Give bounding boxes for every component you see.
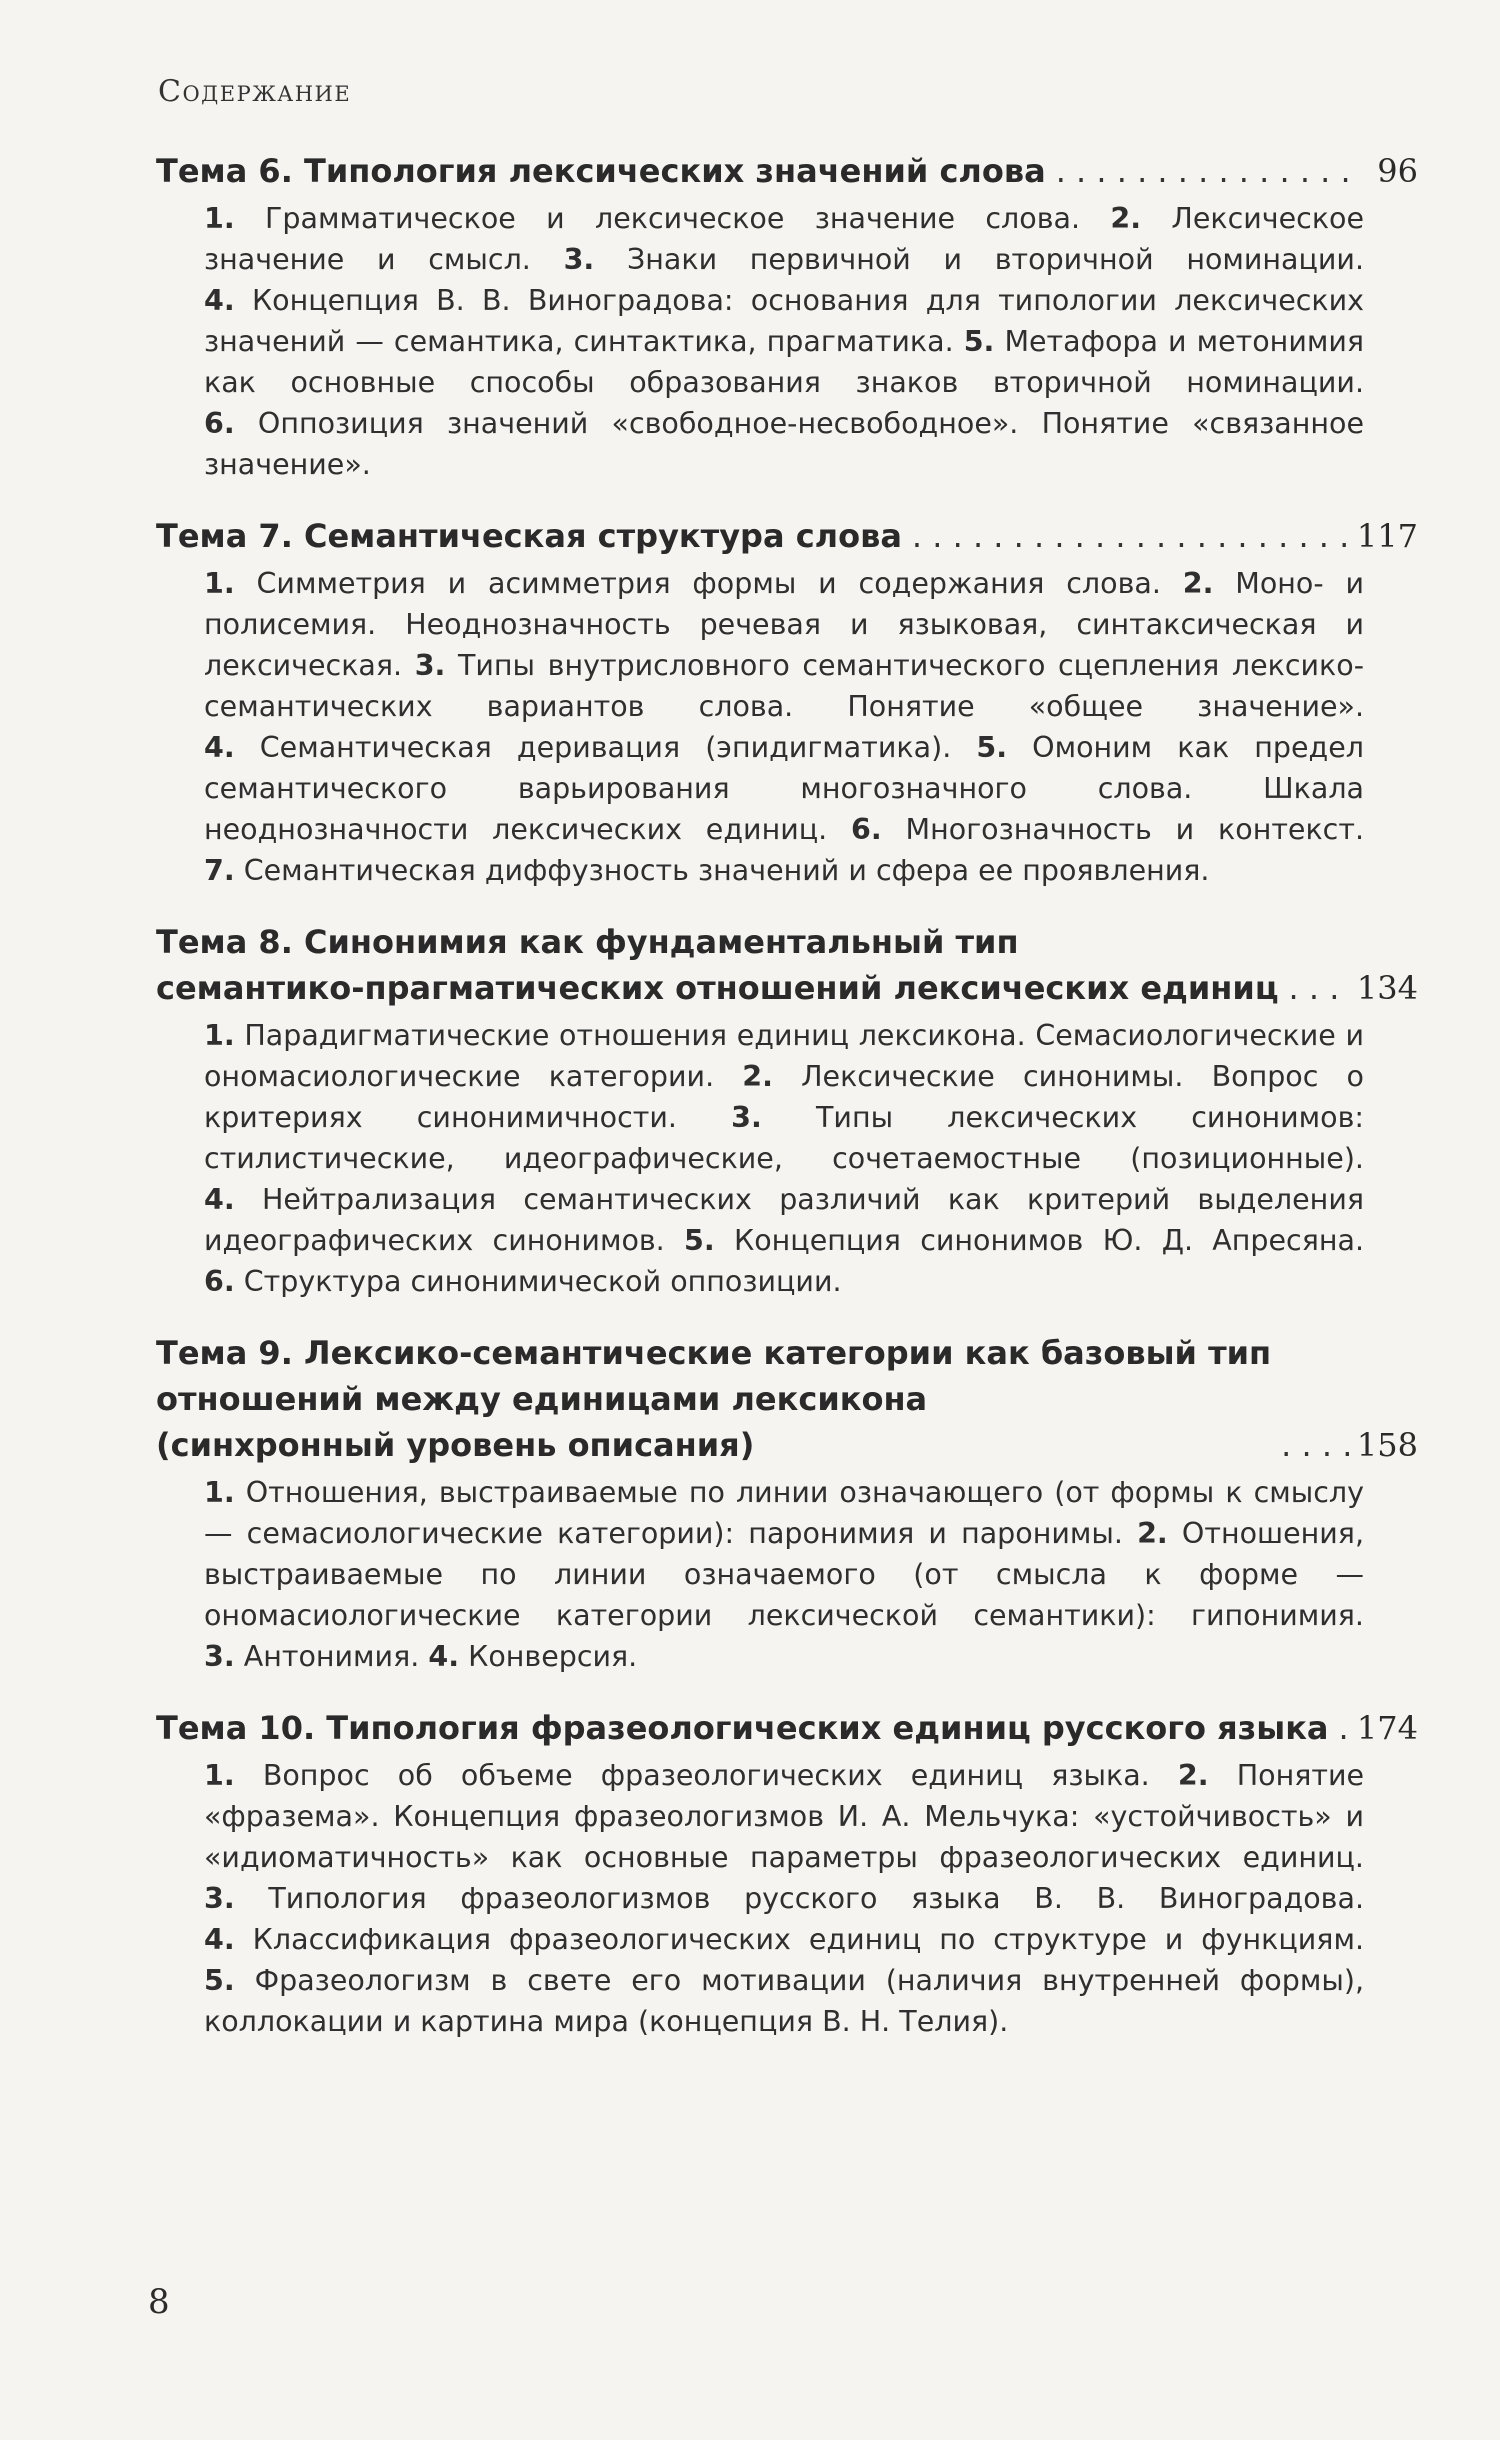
item-text: Грамматическое и лексическое значение слова.	[265, 202, 1081, 235]
entry-item	[204, 1265, 842, 1298]
entry-item	[204, 202, 1080, 235]
item-text: Отношения, выстраиваемые по линии означающего (от формы к смыслу — семасиологические категории): паронимия и паронимы.	[204, 1476, 1365, 1550]
dot-leader	[1339, 1705, 1351, 1751]
entry-description	[204, 1755, 1364, 2042]
item-text: Структура синонимической оппозиции.	[243, 1265, 842, 1298]
toc-entry-topic-9	[156, 1330, 1418, 1677]
item-text: Вопрос об объеме фразеологических единиц языка.	[262, 1759, 1150, 1792]
entry-title: Тема 9. Лексико-семантические категории как базовый тип отношений между единицами лексикона (синхронный уровень описания)	[156, 1334, 1272, 1464]
item-text: Типы внутрисловного семантического сцепления лексико-семантических вариантов слова. Понятие «общее значение».	[204, 649, 1364, 723]
item-text: Отношения, выстраиваемые по линии означаемого (от смысла к форме — ономасиологические категории лексической семантики): гипонимия.	[204, 1517, 1364, 1632]
item-number: 3.	[204, 1640, 235, 1673]
entry-title: Тема 7. Семантическая структура слова	[156, 517, 902, 555]
item-text: Семантическая диффузность значений и сфера ее проявления.	[243, 854, 1210, 887]
toc-entry-topic-10	[156, 1705, 1418, 2042]
item-text: Классификация фразеологических единиц по структуре и функциям.	[252, 1923, 1364, 1956]
toc-entry-topic-8	[156, 919, 1418, 1302]
item-text: Моно- и полисемия. Неоднозначность речевая и языковая, синтаксическая и лексическая.	[204, 567, 1364, 682]
entry-page-number: 158	[1356, 1426, 1418, 1464]
item-number: 5.	[963, 325, 995, 358]
item-number: 6.	[204, 407, 235, 440]
entry-item	[204, 407, 1364, 481]
entry-item	[204, 567, 1161, 600]
item-number: 2.	[1137, 1517, 1168, 1550]
item-number: 1.	[204, 202, 235, 235]
item-number: 2.	[1182, 567, 1214, 600]
toc-entry-topic-7	[156, 513, 1418, 891]
entry-title-row[interactable]	[156, 1705, 1418, 1751]
item-number: 6.	[851, 813, 882, 846]
entry-item	[684, 1224, 1364, 1257]
item-number: 5.	[976, 731, 1008, 764]
entry-item	[204, 1923, 1364, 1956]
entry-page-number: 174	[1356, 1709, 1418, 1747]
item-number: 4.	[428, 1640, 460, 1673]
item-number: 4.	[204, 731, 235, 764]
item-text: Конверсия.	[468, 1640, 638, 1673]
item-text: Оппозиция значений «свободное-несвободное». Понятие «связанное значение».	[204, 407, 1364, 481]
item-number: 7.	[204, 854, 235, 887]
dot-leader	[1281, 1422, 1351, 1468]
entry-description	[204, 563, 1364, 891]
entry-description	[204, 1472, 1364, 1677]
item-number: 3.	[414, 649, 446, 682]
item-number: 3.	[731, 1101, 762, 1134]
item-number: 5.	[204, 1964, 235, 1997]
entry-item	[204, 854, 1209, 887]
entry-title: Тема 6. Типология лексических значений слова	[156, 152, 1046, 190]
entry-item	[564, 243, 1364, 276]
dot-leader	[1289, 965, 1351, 1011]
entry-page-number: 96	[1377, 152, 1418, 190]
item-text: Омоним как предел семантического варьирования многозначного слова. Шкала неоднозначности лексических единиц.	[204, 731, 1364, 846]
item-number: 1.	[204, 1019, 235, 1052]
item-text: Парадигматические отношения единиц лексикона. Семасиологические и ономасиологические категории.	[204, 1019, 1365, 1093]
item-text: Лексическое значение и смысл.	[204, 202, 1365, 276]
item-number: 5.	[684, 1224, 715, 1257]
entry-item	[204, 1964, 1364, 2038]
item-text: Понятие «фразема». Концепция фразеологизмов И. А. Мельчука: «устойчивость» и «идиоматичность» как основные параметры фразеологических единиц.	[204, 1759, 1365, 1874]
item-number: 1.	[204, 1759, 235, 1792]
entry-item	[851, 813, 1364, 846]
item-text: Концепция синонимов Ю. Д. Апресяна.	[733, 1224, 1365, 1257]
entry-page-number: 134	[1356, 969, 1418, 1007]
entry-title: Тема 10. Типология фразеологических единиц русского языка	[156, 1709, 1329, 1747]
item-text: Симметрия и асимметрия формы и содержания слова.	[256, 567, 1161, 600]
item-number: 3.	[563, 243, 595, 276]
toc-entry-topic-6	[156, 148, 1418, 485]
item-number: 4.	[204, 1923, 235, 1956]
item-text: Антонимия.	[243, 1640, 420, 1673]
item-text: Концепция В. В. Виноградова: основания для типологии лексических значений — семантика, синтактика, прагматика.	[204, 284, 1364, 358]
entry-page-number: 117	[1356, 517, 1418, 555]
item-number: 3.	[204, 1882, 235, 1915]
item-number: 2.	[742, 1060, 773, 1093]
dot-leader	[1056, 148, 1352, 194]
item-text: Лексические синонимы. Вопрос о критериях синонимичности.	[204, 1060, 1364, 1134]
entry-item	[204, 731, 951, 764]
item-text: Семантическая деривация (эпидигматика).	[259, 731, 952, 764]
item-number: 2.	[1177, 1759, 1209, 1792]
page-number: 8	[148, 2282, 170, 2322]
item-text: Фразеологизм в свете его мотивации (наличия внутренней формы), коллокации и картина мира (концепция В. Н. Телия).	[204, 1964, 1364, 2038]
item-number: 2.	[1110, 202, 1142, 235]
item-number: 1.	[204, 567, 235, 600]
item-number: 1.	[204, 1476, 235, 1509]
entry-title-row[interactable]	[156, 513, 1418, 559]
item-number: 6.	[204, 1265, 235, 1298]
entry-item	[428, 1640, 637, 1673]
entry-description	[204, 198, 1364, 485]
entry-title-row[interactable]	[156, 148, 1418, 194]
item-text: Типология фразеологизмов русского языка В. В. Виноградова.	[268, 1882, 1365, 1915]
table-of-contents	[156, 148, 1418, 2070]
entry-description	[204, 1015, 1364, 1302]
item-text: Типы лексических синонимов: стилистические, идеографические, сочетаемостные (позиционные).	[204, 1101, 1364, 1175]
entry-title: Тема 8. Синонимия как фундаментальный тип семантико-прагматических отношений лексических единиц	[156, 923, 1279, 1007]
dot-leader	[912, 513, 1351, 559]
entry-item	[204, 1640, 419, 1673]
entry-title-row[interactable]	[156, 1330, 1418, 1468]
item-text: Метафора и метонимия как основные способы образования знаков вторичной номинации.	[204, 325, 1365, 399]
item-number: 4.	[204, 1183, 235, 1216]
item-number: 4.	[204, 284, 235, 317]
item-text: Многозначность и контекст.	[905, 813, 1365, 846]
entry-item	[204, 1759, 1150, 1792]
entry-item	[204, 1882, 1364, 1915]
running-head: Содержание	[158, 74, 352, 109]
entry-title-row[interactable]	[156, 919, 1418, 1011]
item-text: Знаки первичной и вторичной номинации.	[626, 243, 1365, 276]
item-text: Нейтрализация семантических различий как критерий выделения идеографических синонимов.	[204, 1183, 1364, 1257]
